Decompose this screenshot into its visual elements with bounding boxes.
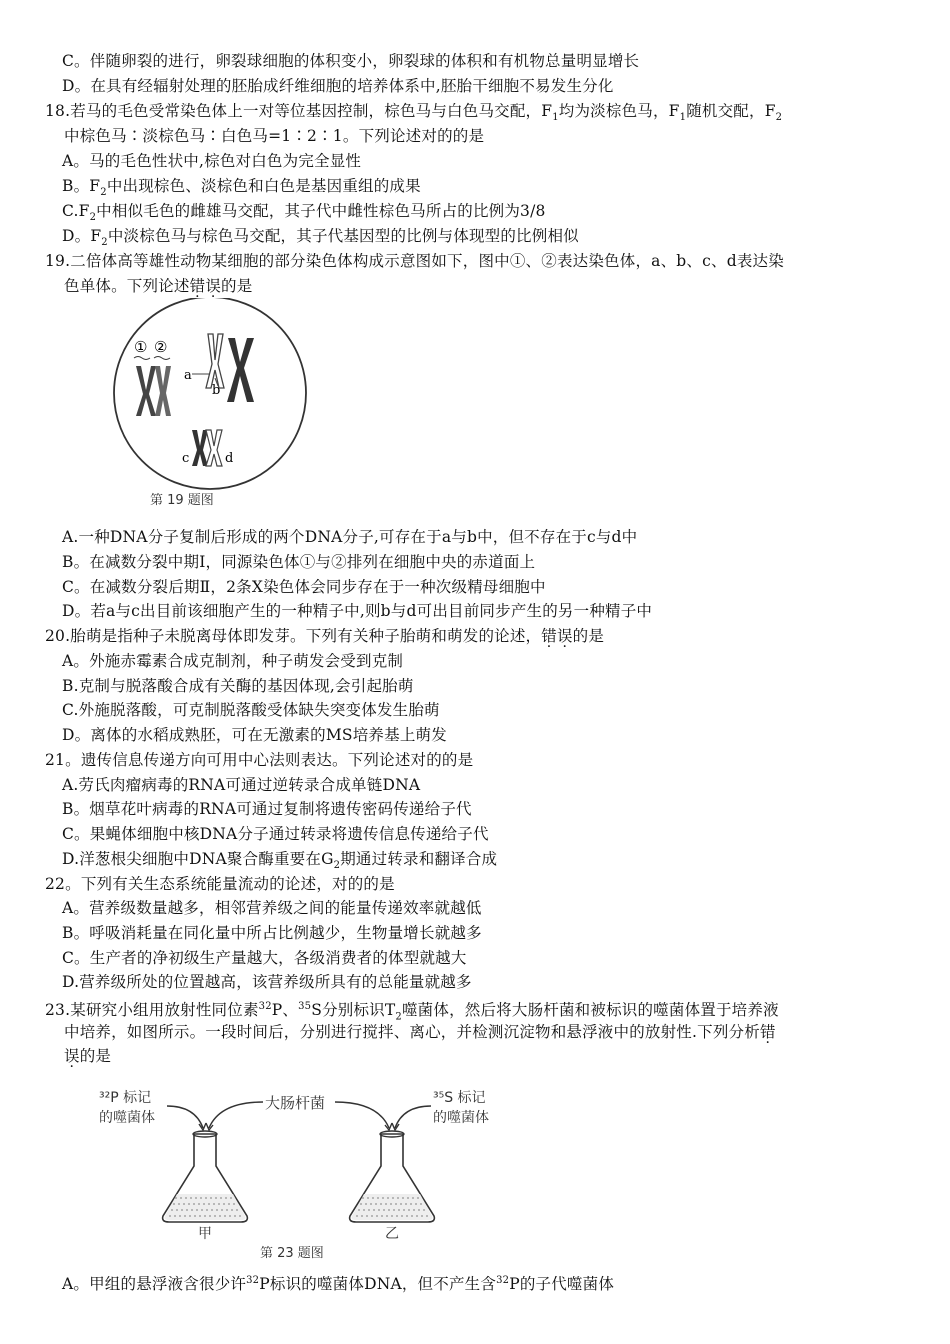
label-jia: 甲 — [198, 1226, 212, 1242]
q18-option-b: B。$F_2$中出现棕色、淡棕色和白色是基因重组的成果 — [62, 177, 421, 199]
q19-option-d: D。若a与c出目前该细胞产生的一种精子中,则b与d可出目前同步产生的另一种精子中 — [62, 602, 653, 620]
flask-jia — [163, 1131, 248, 1222]
q23-stem-line1: 23.某研究小组用放射性同位素$^{32}$P、$^{35}$S分别标识$T_2$噬菌体，然后将大肠杆菌和被标识的噬菌体置于培养液 — [45, 1001, 779, 1023]
q20-option-b: B.克制与脱落酸合成有关酶的基因体现,会引起胎萌 — [62, 677, 414, 695]
chromosome-large — [227, 338, 254, 402]
q19-stem-line2: 色单体。下列论述错误的是 — [64, 277, 253, 295]
q18-option-a: A。马的毛色性状中,棕色对白色为完全显性 — [62, 152, 362, 170]
q21-option-d: D.洋葱根尖细胞中DNA聚合酶重要在$G_2$期通过转录和翻译合成 — [62, 850, 498, 872]
q20-stem: 20.胎萌是指种子未脱离母体即发芽。下列有关种子胎萌和萌发的论述，错误的是 — [45, 627, 605, 645]
label-p32-phage-1: ³²P 标记 — [99, 1090, 152, 1106]
q21-option-c: C。果蝇体细胞中核DNA分子通过转录将遗传信息传递给子代 — [62, 825, 489, 843]
chromosome-pair-cd — [192, 430, 222, 466]
q18-option-c: $C.F_2$中相似毛色的雌雄马交配，其子代中雌性棕色马所占的比例为3/8 — [62, 202, 546, 224]
q18-option-d: D。$F_2$中淡棕色马与棕色马交配，其子代基因型的比例与体现型的比例相似 — [62, 227, 579, 249]
chromosome-2 — [155, 366, 171, 416]
q22-stem: 22。下列有关生态系统能量流动的论述，对的的是 — [45, 875, 395, 893]
q19-option-a: A.一种DNA分子复制后形成的两个DNA分子,可存在于a与b中，但不存在于c与d中 — [62, 528, 638, 546]
q20-option-d: D。离体的水稻成熟胚，可在无激素的MS培养基上萌发 — [62, 726, 447, 744]
chromosome-pair-ab — [192, 334, 224, 388]
q23-stem-line2: 中培养，如图所示。一段时间后，分别进行搅拌、离心，并检测沉淀物和悬浮液中的放射性.下列分析错 — [64, 1023, 776, 1041]
q22-option-b: B。呼吸消耗量在同化量中所占比例越少，生物量增长就越多 — [62, 924, 482, 942]
figure-23 — [95, 1080, 535, 1260]
q22-option-a: A。营养级数量越多，相邻营养级之间的能量传递效率就越低 — [62, 899, 482, 917]
q19-stem-line1: 19.二倍体高等雄性动物某细胞的部分染色体构成示意图如下，图中①、②表达染色体，a、b、c、d表达染 — [45, 252, 784, 270]
q22-option-c: C。生产者的净初级生产量越大，各级消费者的体型就越大 — [62, 949, 467, 967]
label-d: d — [225, 451, 234, 466]
label-chromosome-2: ② — [154, 338, 168, 356]
q23-stem-line3: 误的是 — [64, 1047, 112, 1065]
chromosome-1 — [136, 366, 156, 416]
figure-19 — [100, 298, 320, 512]
label-ecoli: 大肠杆菌 — [265, 1094, 326, 1112]
figure-19-caption: 第 19 题图 — [150, 493, 214, 508]
q20-option-c: C.外施脱落酸，可克制脱落酸受体缺失突变体发生胎萌 — [62, 701, 440, 719]
q19-option-c: C。在减数分裂后期Ⅱ，2条X染色体会同步存在于一种次级精母细胞中 — [62, 578, 546, 596]
q21-stem: 21。遗传信息传递方向可用中心法则表达。下列论述对的的是 — [45, 751, 474, 769]
label-a: a — [184, 368, 192, 383]
label-p32-phage-2: 的噬菌体 — [99, 1110, 155, 1126]
label-yi: 乙 — [385, 1226, 399, 1242]
q18-stem-line1: 18.若马的毛色受常染色体上一对等位基因控制，棕色马与白色马交配，$F_1$均为淡棕色马，$F_1$随机交配，$F_2$ — [45, 102, 783, 124]
figure-23-caption: 第 23 题图 — [260, 1246, 324, 1260]
q17-option-c: C。伴随卵裂的进行，卵裂球细胞的体积变小，卵裂球的体积和有机物总量明显增长 — [62, 52, 640, 70]
q19-option-b: B。在减数分裂中期Ⅰ，同源染色体①与②排列在细胞中央的赤道面上 — [62, 553, 536, 571]
label-c: c — [182, 451, 190, 466]
label-chromosome-1: ① — [134, 338, 148, 356]
q22-option-d: D.营养级所处的位置越高，该营养级所具有的总能量就越多 — [62, 973, 472, 991]
label-s35-phage-2: 的噬菌体 — [433, 1110, 489, 1126]
flask-yi — [350, 1131, 435, 1222]
q18-stem-line2: 中棕色马∶淡棕色马∶白色马=1∶2∶1。下列论述对的的是 — [64, 127, 485, 145]
label-b: b — [212, 383, 221, 398]
q23-option-a: A。甲组的悬浮液含很少许$^{32}$P标识的噬菌体DNA，但不产生含$^{32}$P的子代噬菌体 — [62, 1275, 615, 1294]
q20-option-a: A。外施赤霉素合成克制剂，种子萌发会受到克制 — [62, 652, 404, 670]
label-s35-phage-1: ³⁵S 标记 — [433, 1090, 486, 1106]
q17-option-d: D。在具有经辐射处理的胚胎成纤维细胞的培养体系中,胚胎干细胞不易发生分化 — [62, 77, 614, 95]
q21-option-a: A.劳氏肉瘤病毒的RNA可通过逆转录合成单链DNA — [62, 776, 421, 794]
q21-option-b: B。烟草花叶病毒的RNA可通过复制将遗传密码传递给子代 — [62, 800, 472, 818]
